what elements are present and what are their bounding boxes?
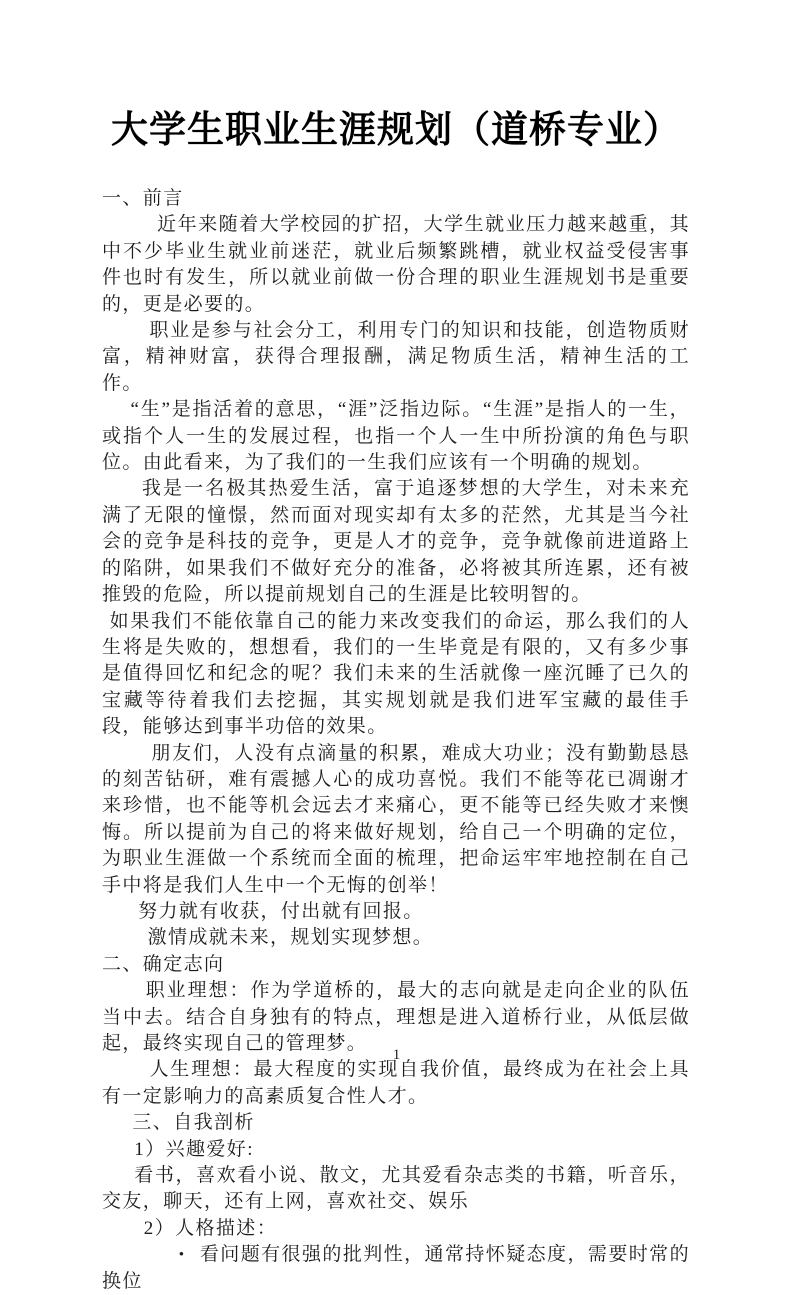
bullet-icon: • bbox=[178, 1246, 186, 1264]
paragraph bbox=[102, 397, 690, 476]
paragraph bbox=[102, 476, 690, 608]
page-number: 1 bbox=[392, 1047, 401, 1063]
document-title: 大学生职业生涯规划（道桥专业） bbox=[111, 110, 681, 151]
paragraph-text: 努力就有收获，付出就有回报。 bbox=[138, 900, 424, 922]
paragraph-text: 看问题有很强的批判性，通常持怀疑态度，需要时常的换位 bbox=[102, 1244, 690, 1292]
paragraph bbox=[102, 925, 690, 951]
paragraph-text: 看书，喜欢看小说、散文，尤其爱看杂志类的书籍，听音乐，交友，聊天，还有上网，喜欢社交、娱乐 bbox=[102, 1165, 690, 1213]
paragraph-text: “生”是指活着的意思，“涯”泛指边际。“生涯”是指人的一生，或指个人一生的发展过程，也指一个人一生中所扮演的角色与职位。由此看来，为了我们的一生我们应该有一个明确的规划。 bbox=[102, 399, 690, 474]
paragraph-text: 职业是参与社会分工，利用专门的知识和技能，创造物质财富，精神财富，获得合理报酬，满足物质生活，精神生活的工作。 bbox=[102, 320, 690, 394]
heading-text: 二、确定志向 bbox=[102, 953, 225, 975]
paragraph-text: 我是一名极其热爱生活，富于追逐梦想的大学生，对未来充满了无限的憧憬，然而面对现实却有太多的茫然，尤其是当今社会的竞争是科技的竞争，更是人才的竞争，竞争就像前进道路上的陷阱，如果我们不做好充分的准备，必将被其所连累，还有被推毁的危险，所以提前规划自己的生涯是比较明智的。 bbox=[102, 478, 690, 606]
paragraph-text: 朋友们，人没有点滴量的积累，难成大功业；没有勤勤恳恳的刻苦钻研，难有震撼人心的成功喜悦。我们不能等花已凋谢才来珍惜，也不能等机会远去才来痛心，更不能等已经失败才来懊悔。所以提前为自己的将来做好规划，给自己一个明确的定位，为职业生涯做一个系统而全面的梳理，把命运牢牢地控制在自己手中将是我们人生中一个无悔的创举！ bbox=[102, 742, 690, 896]
paragraph bbox=[102, 899, 690, 925]
paragraph bbox=[102, 1057, 690, 1110]
paragraph-text: 1）兴趣爱好: bbox=[134, 1138, 254, 1160]
paragraph bbox=[102, 212, 690, 318]
paragraph bbox=[102, 741, 690, 899]
paragraph bbox=[102, 609, 690, 741]
paragraph bbox=[102, 318, 690, 397]
paragraph bbox=[102, 978, 690, 1057]
paragraph-text: 人生理想：最大程度的实现自我价值，最终成为在社会上具有一定影响力的高素质复合性人才。 bbox=[102, 1059, 690, 1107]
paragraph bbox=[102, 1163, 690, 1216]
paragraph bbox=[102, 1242, 690, 1295]
paragraph-text: 激情成就未来，规划实现梦想。 bbox=[147, 927, 434, 949]
paragraph-text: 近年来随着大学校园的扩招，大学生就业压力越来越重，其中不少毕业生就业前迷茫，就业后频繁跳槽，就业权益受侵害事件也时有发生，所以就业前做一份合理的职业生涯规划书是重要的，更是必要的。 bbox=[102, 214, 690, 315]
paragraph bbox=[102, 1216, 690, 1242]
section-heading bbox=[102, 1110, 690, 1136]
document-body bbox=[102, 186, 690, 1295]
section-heading bbox=[102, 952, 690, 978]
paragraph bbox=[102, 1137, 690, 1163]
paragraph-text: 职业理想：作为学道桥的，最大的志向就是走向企业的队伍当中去。结合自身独有的特点，理想是进入道桥行业，从低层做起，最终实现自己的管理梦。 bbox=[102, 980, 690, 1054]
section-heading bbox=[102, 186, 690, 212]
paragraph-text: 如果我们不能依靠自己的能力来改变我们的命运，那么我们的人生将是失败的，想想看，我们的一生毕竟是有限的，又有多少事是值得回忆和纪念的呢？我们未来的生活就像一座沉睡了已久的宝藏等待着我们去挖掘，其实规划就是我们进军宝藏的最佳手段，能够达到事半功倍的效果。 bbox=[102, 610, 690, 738]
heading-text: 三、自我剖析 bbox=[132, 1112, 255, 1134]
paragraph-text: 2）人格描述： bbox=[143, 1217, 278, 1239]
heading-text: 一、前言 bbox=[102, 188, 184, 209]
